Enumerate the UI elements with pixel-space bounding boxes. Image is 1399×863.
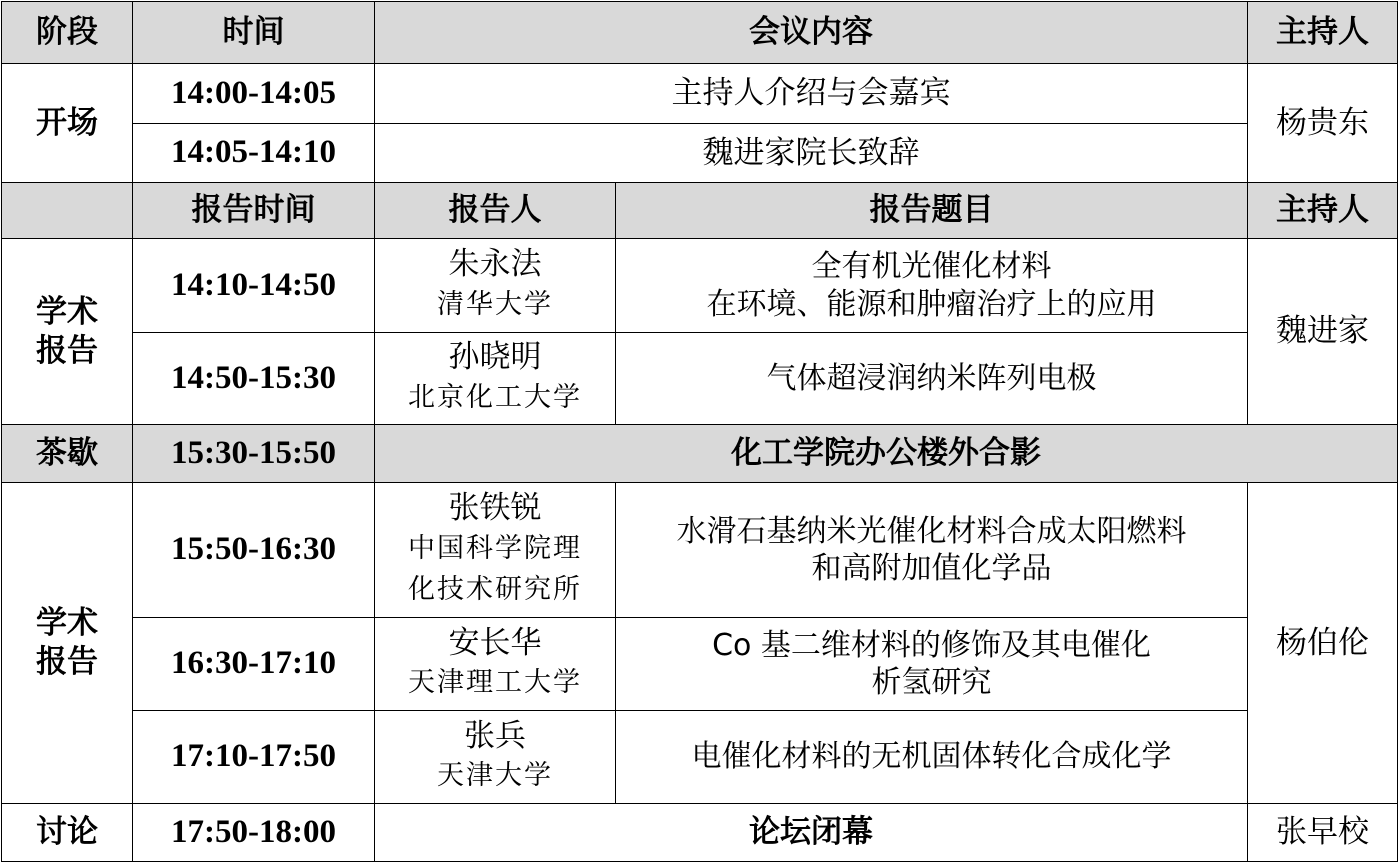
- discussion-stage: 讨论: [2, 804, 133, 862]
- speaker-affiliation: 清华大学: [437, 288, 553, 320]
- talk-time: 17:10-17:50: [133, 711, 375, 804]
- talk-title-line2: 在环境、能源和肿瘤治疗上的应用: [706, 286, 1157, 322]
- talk-row: [2, 618, 1398, 711]
- speaker-name: 朱永法: [448, 246, 542, 283]
- speaker-affiliation-line2: 化技术研究所: [408, 574, 582, 606]
- header-title: 报告题目: [616, 183, 1248, 239]
- talk-row: [2, 239, 1398, 333]
- header-host: 主持人: [1248, 2, 1398, 64]
- header-row-talks: [2, 183, 1398, 239]
- talk-row: [2, 483, 1398, 618]
- speaker-affiliation: 天津大学: [437, 760, 553, 792]
- talk-speaker-cell: [375, 239, 616, 333]
- opening-time-2: 14:05-14:10: [133, 124, 375, 183]
- session2-stage: [2, 483, 133, 804]
- opening-row-1: [2, 64, 1398, 124]
- session2-stage-line1: 学术: [36, 605, 98, 642]
- header-stage: 阶段: [2, 2, 133, 64]
- header-host-2: 主持人: [1248, 183, 1398, 239]
- talk-speaker-cell: [375, 483, 616, 618]
- talk-title: [616, 618, 1248, 711]
- speaker-name: 张兵: [464, 717, 526, 754]
- session1-stage: [2, 239, 133, 425]
- speaker-name: 张铁锐: [448, 489, 542, 526]
- opening-host: 杨贵东: [1248, 64, 1398, 183]
- talk-speaker-cell: [375, 711, 616, 804]
- talk-title: [616, 239, 1248, 333]
- tea-break-time: 15:30-15:50: [133, 425, 375, 483]
- header-row-main: [2, 2, 1398, 64]
- speaker-name: 孙晓明: [448, 339, 542, 376]
- tea-break-content: 化工学院办公楼外合影: [375, 425, 1398, 483]
- talk-title: 电催化材料的无机固体转化合成化学: [616, 711, 1248, 804]
- talk-row: [2, 333, 1398, 425]
- header-content: 会议内容: [375, 2, 1248, 64]
- opening-row-2: [2, 124, 1398, 183]
- header-speaker: 报告人: [375, 183, 616, 239]
- header-talk-time: 报告时间: [133, 183, 375, 239]
- header-time: 时间: [133, 2, 375, 64]
- talk-title-line2: 析氢研究: [871, 665, 992, 700]
- talk-title: 气体超浸润纳米阵列电极: [616, 333, 1248, 425]
- discussion-content: 论坛闭幕: [375, 804, 1248, 862]
- tea-break-stage: 茶歇: [2, 425, 133, 483]
- talk-time: 16:30-17:10: [133, 618, 375, 711]
- speaker-affiliation: 天津理工大学: [408, 667, 582, 699]
- session2-host: 杨伯伦: [1248, 483, 1398, 804]
- speaker-name: 安长华: [448, 624, 542, 661]
- session2-stage-line2: 报告: [36, 644, 98, 680]
- agenda-table: [1, 1, 1398, 862]
- talk-title-line2: 和高附加值化学品: [811, 551, 1052, 586]
- talk-title: [616, 483, 1248, 618]
- header-blank: [2, 183, 133, 239]
- speaker-affiliation-line1: 中国科学院理: [408, 532, 582, 564]
- talk-title-line1: Co 基二维材料的修饰及其电催化: [712, 627, 1151, 663]
- opening-content-2: 魏进家院长致辞: [375, 124, 1248, 183]
- talk-title-line1: 水滑石基纳米光催化材料合成太阳燃料: [676, 513, 1187, 549]
- opening-content-1: 主持人介绍与会嘉宾: [375, 64, 1248, 124]
- talk-time: 14:10-14:50: [133, 239, 375, 333]
- talk-title-line1: 全有机光催化材料: [811, 249, 1052, 284]
- discussion-row: [2, 804, 1398, 862]
- discussion-host: 张早校: [1248, 804, 1398, 862]
- talk-time: 14:50-15:30: [133, 333, 375, 425]
- session1-stage-line2: 报告: [36, 332, 98, 369]
- talk-speaker-cell: [375, 333, 616, 425]
- tea-break-row: [2, 425, 1398, 483]
- discussion-time: 17:50-18:00: [133, 804, 375, 862]
- speaker-affiliation: 北京化工大学: [408, 381, 582, 413]
- talk-row: [2, 711, 1398, 804]
- session1-host: 魏进家: [1248, 239, 1398, 425]
- opening-stage: 开场: [2, 64, 133, 183]
- talk-speaker-cell: [375, 618, 616, 711]
- talk-time: 15:50-16:30: [133, 483, 375, 618]
- session1-stage-line1: 学术: [36, 293, 98, 330]
- opening-time-1: 14:00-14:05: [133, 64, 375, 124]
